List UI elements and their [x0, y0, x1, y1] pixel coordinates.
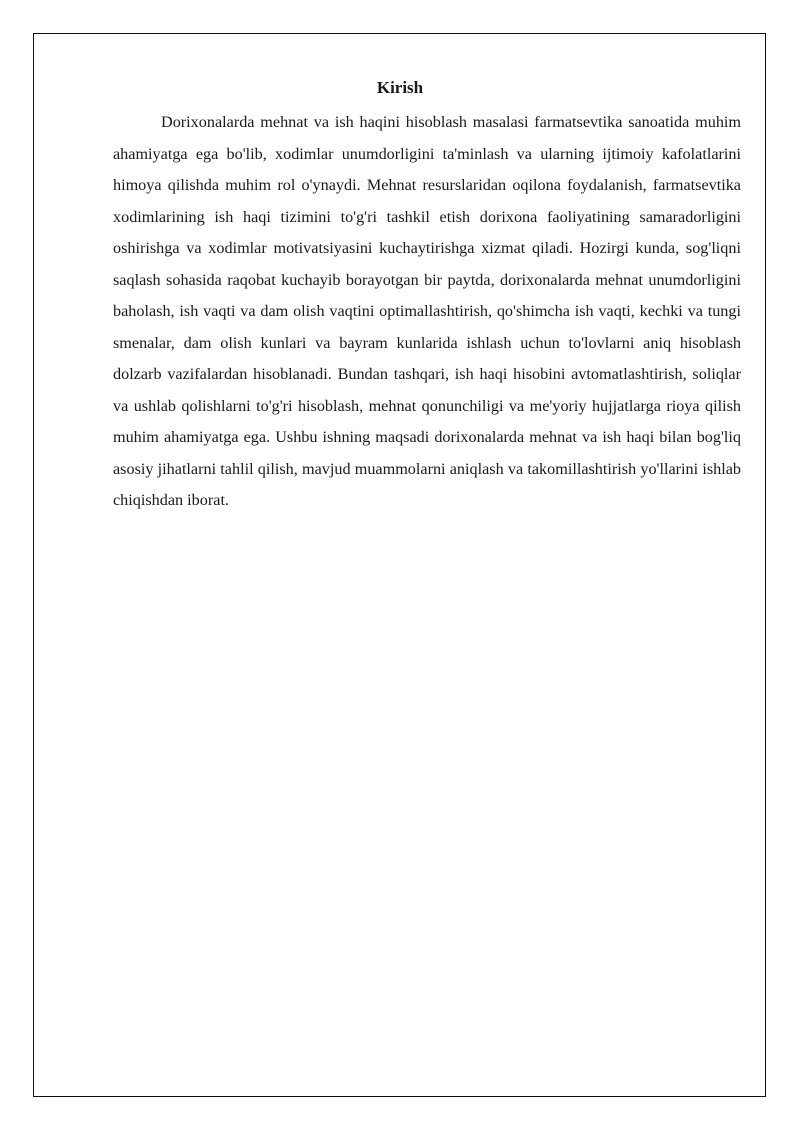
- intro-paragraph: Dorixonalarda mehnat va ish haqini hisoblash masalasi farmatsevtika sanoatida muhim ahamiyatga ega bo'lib, xodimlar unumdorligini ta'minlash va ularning ijtimoiy kafolatlarini himoya qilishda muhim rol o'ynaydi. Mehnat resurslaridan oqilona foydalanish, farmatsevtika xodimlarining ish haqi tizimini to'g'ri tashkil etish dorixona faoliyatining samaradorligini oshirishga va xodimlar motivatsiyasini kuchaytirishga xizmat qiladi. Hozirgi kunda, sog'liqni saqlash sohasida raqobat kuchayib borayotgan bir paytda, dorixonalarda mehnat unumdorligini baholash, ish vaqti va dam olish vaqtini optimallashtirish, qo'shimcha ish vaqti, kechki va tungi smenalar, dam olish kunlari va bayram kunlarida ishlash uchun to'lovlarni aniq hisoblash dolzarb vazifalardan hisoblanadi. Bundan tashqari, ish haqi hisobini avtomatlashtirish, soliqlar va ushlab qolishlarni to'g'ri hisoblash, mehnat qonunchiligi va me'yoriy hujjatlarga rioya qilish muhim ahamiyatga ega. Ushbu ishning maqsadi dorixonalarda mehnat va ish haqi bilan bog'liq asosiy jihatlarni tahlil qilish, mavjud muammolarni aniqlash va takomillashtirish yo'llarini ishlab chiqishdan iborat.: [113, 113, 741, 509]
- document-title: Kirish: [376, 78, 424, 97]
